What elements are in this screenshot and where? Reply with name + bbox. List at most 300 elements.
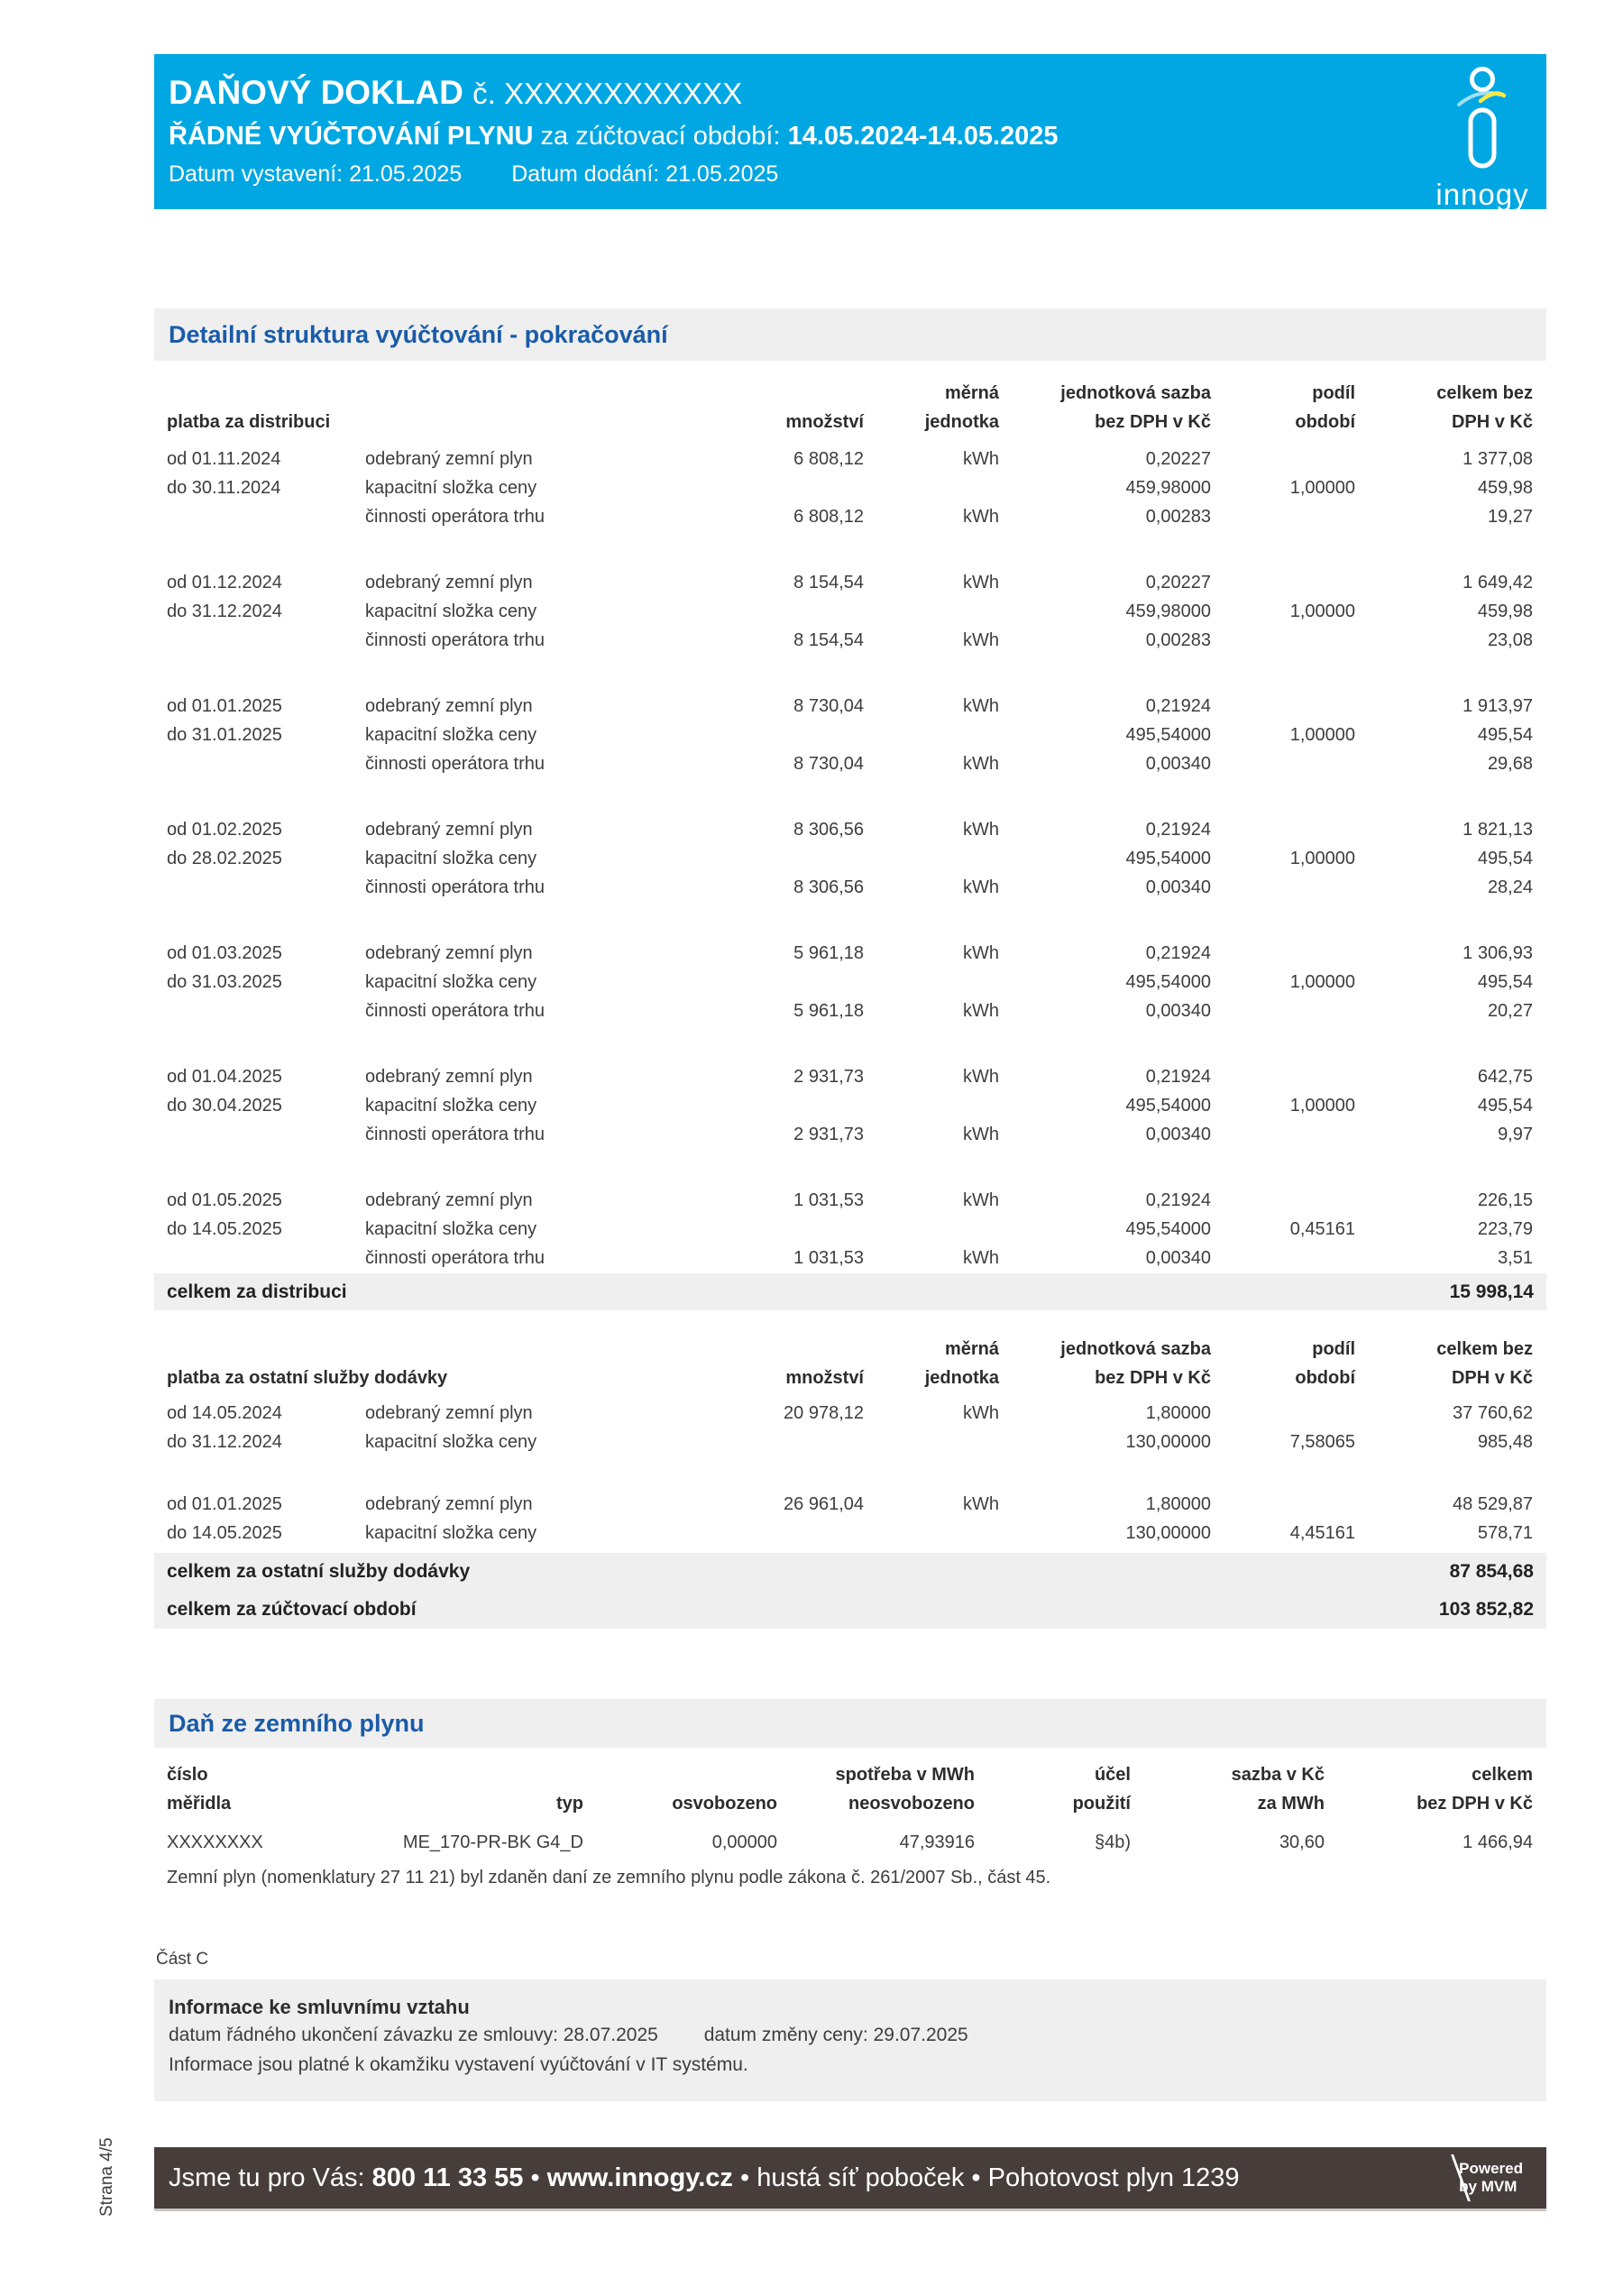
share-cell: 7,58065 bbox=[1289, 1432, 1355, 1452]
table-row bbox=[154, 502, 1546, 531]
share-cell: 1,00000 bbox=[1289, 849, 1355, 868]
share-cell: 1,00000 bbox=[1289, 972, 1355, 992]
date-cell: do 31.12.2024 bbox=[167, 602, 282, 621]
table-row bbox=[154, 844, 1546, 873]
rate-cell: 495,54000 bbox=[1125, 849, 1211, 868]
contract-info-line2: Informace jsou platné k okamžiku vystavení vyúčtování v IT systému. bbox=[169, 2054, 748, 2075]
share-cell bbox=[1211, 1186, 1355, 1215]
share-cell: 1,00000 bbox=[1289, 1096, 1355, 1116]
label-cell: kapacitní složka ceny bbox=[365, 478, 537, 498]
col-share-top: podíl bbox=[1312, 1339, 1355, 1359]
rate-cell: 0,20227 bbox=[1145, 573, 1211, 592]
table-row bbox=[154, 1186, 1546, 1215]
qty-cell: 6 808,12 bbox=[793, 507, 864, 527]
total-cell: 1 913,97 bbox=[1463, 696, 1533, 716]
col-type: typ bbox=[556, 1794, 583, 1814]
label-cell: odebraný zemní plyn bbox=[365, 696, 533, 716]
col-unit-top: měrná bbox=[944, 1339, 999, 1359]
col-meter-top: číslo bbox=[167, 1765, 208, 1785]
distribution-total-label: celkem za distribuci bbox=[167, 1281, 347, 1302]
unit-cell: kWh bbox=[963, 1001, 999, 1021]
distribution-block bbox=[154, 692, 1546, 778]
share-cell bbox=[1211, 502, 1355, 531]
total-cell: 223,79 bbox=[1477, 1219, 1533, 1239]
unit-cell: kWh bbox=[963, 1125, 999, 1144]
total-cell: 37 760,62 bbox=[1453, 1403, 1533, 1423]
qty-cell: 8 730,04 bbox=[793, 754, 864, 774]
date-cell: od 01.04.2025 bbox=[167, 1067, 282, 1087]
issue-date-label: Datum vystavení: bbox=[169, 161, 344, 187]
distribution-block bbox=[154, 1186, 1546, 1272]
unit-cell: kWh bbox=[963, 573, 999, 592]
exempt-cell: 0,00000 bbox=[711, 1832, 777, 1852]
tax-data-row bbox=[154, 1828, 1546, 1857]
table-row bbox=[154, 445, 1546, 473]
contract-info-box bbox=[154, 1979, 1546, 2101]
tax-header-line2 bbox=[154, 1789, 1546, 1818]
spacer bbox=[154, 1392, 1546, 1399]
unit-cell: kWh bbox=[963, 630, 999, 650]
total-cell: 495,54 bbox=[1477, 849, 1533, 868]
table-row bbox=[154, 626, 1546, 655]
total-cell: 1 821,13 bbox=[1463, 820, 1533, 840]
unit-cell bbox=[864, 844, 999, 873]
distribution-block bbox=[154, 815, 1546, 902]
qty-cell bbox=[729, 721, 864, 749]
total-cell: 9,97 bbox=[1498, 1125, 1533, 1144]
grand-total-row bbox=[167, 1591, 1534, 1629]
col-rate-top: jednotková sazba bbox=[1060, 1339, 1211, 1359]
delivery-date-pair bbox=[511, 161, 778, 187]
page-number-vertical: Strana 4/5 bbox=[97, 2137, 116, 2217]
date-cell bbox=[167, 1244, 365, 1272]
qty-cell: 2 931,73 bbox=[793, 1067, 864, 1087]
col-unit-top: měrná bbox=[944, 383, 999, 403]
issue-date: 21.05.2025 bbox=[349, 161, 463, 187]
unit-cell bbox=[864, 597, 999, 626]
rate-cell: 130,00000 bbox=[1125, 1432, 1211, 1452]
services-total-row bbox=[167, 1553, 1534, 1591]
price-change-date: datum změny ceny: 29.07.2025 bbox=[703, 2025, 968, 2045]
qty-cell bbox=[729, 1091, 864, 1120]
date-cell: do 31.03.2025 bbox=[167, 972, 282, 992]
unit-cell: kWh bbox=[963, 1403, 999, 1423]
table-row bbox=[154, 815, 1546, 844]
share-cell: 1,00000 bbox=[1289, 478, 1355, 498]
label-cell: odebraný zemní plyn bbox=[365, 1190, 533, 1210]
unit-cell: kWh bbox=[963, 1190, 999, 1210]
document-number: č. XXXXXXXXXXXX bbox=[472, 77, 743, 110]
label-cell: odebraný zemní plyn bbox=[365, 573, 533, 592]
distribution-total-row bbox=[154, 1273, 1546, 1310]
table-row bbox=[154, 968, 1546, 996]
innogy-wordmark: innogy bbox=[1435, 178, 1529, 211]
label-cell: kapacitní složka ceny bbox=[365, 602, 537, 621]
table-row bbox=[154, 749, 1546, 778]
total-cell: 226,15 bbox=[1477, 1190, 1533, 1210]
total-cell: 1 377,08 bbox=[1463, 449, 1533, 469]
table-row bbox=[154, 1428, 1546, 1456]
label-cell: činnosti operátora trhu bbox=[365, 1001, 546, 1021]
issue-date-pair bbox=[169, 161, 462, 187]
col-purpose: použití bbox=[1072, 1794, 1131, 1814]
col-rate: bez DPH v Kč bbox=[1095, 412, 1211, 432]
table-row bbox=[154, 1091, 1546, 1120]
rate-cell: 1,80000 bbox=[1145, 1403, 1211, 1423]
table-row bbox=[154, 1062, 1546, 1091]
share-cell bbox=[1211, 749, 1355, 778]
qty-cell: 5 961,18 bbox=[793, 943, 864, 963]
col-nonexempt: neosvobozeno bbox=[848, 1794, 975, 1814]
date-cell: od 01.01.2025 bbox=[167, 696, 282, 716]
table-row bbox=[154, 1120, 1546, 1149]
footer-phone: 800 11 33 55 bbox=[371, 2163, 524, 2192]
date-cell: do 31.12.2024 bbox=[167, 1432, 282, 1452]
share-cell bbox=[1211, 568, 1355, 597]
total-cell: 459,98 bbox=[1477, 602, 1533, 621]
share-cell bbox=[1211, 1399, 1355, 1428]
total-cell: 29,68 bbox=[1487, 754, 1533, 774]
share-cell: 1,00000 bbox=[1289, 725, 1355, 745]
label-cell: činnosti operátora trhu bbox=[365, 1248, 546, 1268]
rate-cell: 130,00000 bbox=[1125, 1523, 1211, 1543]
total-cell: 48 529,87 bbox=[1453, 1494, 1533, 1514]
col-tax-total-top: celkem bbox=[1472, 1765, 1533, 1785]
total-cell: 495,54 bbox=[1477, 725, 1533, 745]
unit-cell: kWh bbox=[963, 820, 999, 840]
table-row bbox=[154, 1244, 1546, 1272]
date-cell bbox=[167, 626, 365, 655]
rate-cell: 0,20227 bbox=[1145, 449, 1211, 469]
table-row bbox=[154, 939, 1546, 968]
label-cell: odebraný zemní plyn bbox=[365, 1403, 533, 1423]
unit-cell bbox=[864, 968, 999, 996]
qty-cell: 8 154,54 bbox=[793, 630, 864, 650]
label-cell: odebraný zemní plyn bbox=[365, 820, 533, 840]
rate-cell: 0,00283 bbox=[1145, 507, 1211, 527]
distribution-block bbox=[154, 1062, 1546, 1149]
share-cell: 0,45161 bbox=[1289, 1219, 1355, 1239]
unit-cell bbox=[864, 473, 999, 502]
unit-cell bbox=[864, 1091, 999, 1120]
qty-cell: 26 961,04 bbox=[784, 1494, 864, 1514]
bullet-separator: • bbox=[530, 2163, 540, 2192]
col-services-label: platba za ostatní služby dodávky bbox=[167, 1368, 448, 1388]
share-cell: 1,00000 bbox=[1289, 602, 1355, 621]
col-consumption-top: spotřeba v MWh bbox=[835, 1765, 975, 1785]
table-row bbox=[154, 873, 1546, 902]
distribution-header-line1 bbox=[154, 379, 1546, 408]
total-cell: 985,48 bbox=[1477, 1432, 1533, 1452]
col-share: období bbox=[1295, 412, 1355, 432]
label-cell: činnosti operátora trhu bbox=[365, 1125, 546, 1144]
unit-cell: kWh bbox=[963, 754, 999, 774]
type-cell: ME_170-PR-BK G4_D bbox=[402, 1832, 583, 1852]
date-cell: do 14.05.2025 bbox=[167, 1219, 282, 1239]
rate-cell: 1,80000 bbox=[1145, 1494, 1211, 1514]
total-cell: 1 306,93 bbox=[1463, 943, 1533, 963]
unit-cell: kWh bbox=[963, 696, 999, 716]
qty-cell: 5 961,18 bbox=[793, 1001, 864, 1021]
table-row bbox=[154, 568, 1546, 597]
services-block bbox=[154, 1490, 1546, 1548]
date-cell: od 01.05.2025 bbox=[167, 1190, 282, 1210]
delivery-date: 21.05.2025 bbox=[665, 161, 779, 187]
table-row bbox=[154, 1399, 1546, 1428]
tax-total-cell: 1 466,94 bbox=[1463, 1832, 1533, 1852]
rate-cell: 0,21924 bbox=[1145, 1067, 1211, 1087]
qty-cell: 8 306,56 bbox=[793, 820, 864, 840]
tax-section-bar bbox=[154, 1699, 1546, 1748]
col-share-top: podíl bbox=[1312, 383, 1355, 403]
rate-cell: 0,00340 bbox=[1145, 1248, 1211, 1268]
col-qty: množství bbox=[785, 1368, 864, 1388]
date-cell: do 30.11.2024 bbox=[167, 478, 281, 498]
total-cell: 19,27 bbox=[1487, 507, 1533, 527]
document-title-line bbox=[169, 70, 1546, 116]
innogy-logo bbox=[1433, 65, 1532, 212]
date-cell bbox=[167, 749, 365, 778]
share-cell bbox=[1211, 873, 1355, 902]
label-cell: kapacitní složka ceny bbox=[365, 1219, 537, 1239]
distribution-total-value: 15 998,14 bbox=[1449, 1281, 1534, 1302]
services-total-value: 87 854,68 bbox=[1449, 1561, 1534, 1582]
meter-cell: XXXXXXXX bbox=[167, 1832, 263, 1852]
powered-line1: Powered bbox=[1459, 2160, 1523, 2177]
services-header-line2 bbox=[154, 1364, 1546, 1392]
label-cell: odebraný zemní plyn bbox=[365, 449, 533, 469]
share-cell: 4,45161 bbox=[1289, 1523, 1355, 1543]
rate-cell: 495,54000 bbox=[1125, 1096, 1211, 1116]
col-total-top: celkem bez bbox=[1436, 1339, 1533, 1359]
footer-bar bbox=[154, 2147, 1546, 2211]
qty-cell bbox=[729, 1428, 864, 1456]
unit-cell: kWh bbox=[963, 1248, 999, 1268]
table-row bbox=[154, 996, 1546, 1025]
col-tax-rate: za MWh bbox=[1257, 1794, 1325, 1814]
qty-cell: 1 031,53 bbox=[793, 1190, 864, 1210]
date-cell: od 01.02.2025 bbox=[167, 820, 282, 840]
label-cell: kapacitní složka ceny bbox=[365, 1096, 537, 1116]
rate-cell: 0,00340 bbox=[1145, 1125, 1211, 1144]
col-rate-top: jednotková sazba bbox=[1060, 383, 1211, 403]
col-meter: měřidla bbox=[167, 1794, 232, 1814]
table-row bbox=[154, 597, 1546, 626]
slash-icon bbox=[1426, 2154, 1450, 2201]
col-total: DPH v Kč bbox=[1451, 412, 1533, 432]
distribution-block bbox=[154, 939, 1546, 1025]
qty-cell bbox=[729, 844, 864, 873]
powered-by-mvm bbox=[1426, 2154, 1523, 2201]
billing-tables bbox=[154, 379, 1546, 1629]
total-cell: 3,51 bbox=[1498, 1248, 1533, 1268]
label-cell: kapacitní složka ceny bbox=[365, 725, 537, 745]
col-total-top: celkem bez bbox=[1436, 383, 1533, 403]
date-cell bbox=[167, 873, 365, 902]
bullet-separator: • bbox=[739, 2163, 750, 2192]
label-cell: odebraný zemní plyn bbox=[365, 1067, 533, 1087]
table-row bbox=[154, 692, 1546, 721]
label-cell: činnosti operátora trhu bbox=[365, 877, 546, 897]
distribution-header-line2 bbox=[154, 408, 1546, 436]
document-subtitle-line bbox=[169, 116, 1546, 156]
table-row bbox=[154, 1490, 1546, 1519]
powered-line2: by MVM bbox=[1459, 2178, 1518, 2195]
section-detail-title: Detailní struktura vyúčtování - pokračování bbox=[169, 321, 668, 348]
table-row bbox=[154, 1519, 1546, 1548]
unit-cell bbox=[864, 1428, 999, 1456]
share-cell bbox=[1211, 1244, 1355, 1272]
date-cell: od 01.11.2024 bbox=[167, 449, 281, 469]
col-distribution-label: platba za distribuci bbox=[167, 412, 331, 432]
share-cell bbox=[1211, 445, 1355, 473]
table-row bbox=[154, 473, 1546, 502]
spacer bbox=[154, 436, 1546, 445]
col-rate: bez DPH v Kč bbox=[1095, 1368, 1211, 1388]
col-share: období bbox=[1295, 1368, 1355, 1388]
footer-contact-line bbox=[169, 2163, 1426, 2193]
tax-header-line1 bbox=[154, 1760, 1546, 1789]
rate-cell: 495,54000 bbox=[1125, 972, 1211, 992]
label-cell: odebraný zemní plyn bbox=[365, 943, 533, 963]
qty-cell bbox=[729, 968, 864, 996]
bullet-separator: • bbox=[971, 2163, 981, 2192]
label-cell: kapacitní složka ceny bbox=[365, 972, 537, 992]
qty-cell: 8 730,04 bbox=[793, 696, 864, 716]
date-cell bbox=[167, 502, 365, 531]
purpose-cell: §4b) bbox=[1094, 1832, 1131, 1852]
table-row bbox=[154, 721, 1546, 749]
rate-cell: 0,21924 bbox=[1145, 696, 1211, 716]
unit-cell bbox=[864, 721, 999, 749]
rate-cell: 0,21924 bbox=[1145, 1190, 1211, 1210]
grand-total-value: 103 852,82 bbox=[1438, 1599, 1534, 1620]
footer-emergency: Pohotovost plyn 1239 bbox=[987, 2163, 1240, 2192]
qty-cell bbox=[729, 473, 864, 502]
date-cell: od 01.12.2024 bbox=[167, 573, 282, 592]
qty-cell bbox=[729, 1215, 864, 1244]
services-header-line1 bbox=[154, 1335, 1546, 1364]
footer-branches: hustá síť poboček bbox=[756, 2163, 965, 2192]
col-exempt: osvobozeno bbox=[672, 1794, 777, 1814]
contract-info-title: Informace ke smluvnímu vztahu bbox=[169, 1996, 470, 2018]
qty-cell: 1 031,53 bbox=[793, 1248, 864, 1268]
qty-cell: 6 808,12 bbox=[793, 449, 864, 469]
unit-cell: kWh bbox=[963, 1067, 999, 1087]
unit-cell: kWh bbox=[963, 1494, 999, 1514]
qty-cell bbox=[729, 1519, 864, 1548]
powered-by-text bbox=[1459, 2160, 1523, 2196]
services-block bbox=[154, 1399, 1546, 1456]
tax-section-title: Daň ze zemního plynu bbox=[169, 1710, 425, 1737]
label-cell: kapacitní složka ceny bbox=[365, 1432, 537, 1452]
unit-cell: kWh bbox=[963, 877, 999, 897]
delivery-date-label: Datum dodání: bbox=[511, 161, 660, 187]
date-cell bbox=[167, 996, 365, 1025]
share-cell bbox=[1211, 1062, 1355, 1091]
rate-cell: 459,98000 bbox=[1125, 602, 1211, 621]
date-cell: od 01.03.2025 bbox=[167, 943, 282, 963]
document-title: DAŇOVÝ DOKLAD bbox=[169, 74, 463, 111]
label-cell: kapacitní složka ceny bbox=[365, 1523, 537, 1543]
services-total-label: celkem za ostatní služby dodávky bbox=[167, 1561, 471, 1582]
rate-cell: 0,21924 bbox=[1145, 943, 1211, 963]
date-cell: do 14.05.2025 bbox=[167, 1523, 282, 1543]
footer-website: www.innogy.cz bbox=[546, 2163, 733, 2192]
unit-cell: kWh bbox=[963, 943, 999, 963]
col-tax-rate-top: sazba v Kč bbox=[1231, 1765, 1325, 1785]
qty-cell: 8 306,56 bbox=[793, 877, 864, 897]
share-cell bbox=[1211, 626, 1355, 655]
share-cell bbox=[1211, 996, 1355, 1025]
table-row bbox=[154, 1215, 1546, 1244]
contract-info-line1 bbox=[169, 2020, 1532, 2050]
share-cell bbox=[1211, 815, 1355, 844]
share-cell bbox=[1211, 1120, 1355, 1149]
date-cell bbox=[167, 1120, 365, 1149]
col-unit: jednotka bbox=[924, 412, 999, 432]
unit-cell: kWh bbox=[963, 449, 999, 469]
label-cell: činnosti operátora trhu bbox=[365, 507, 546, 527]
invoice-header bbox=[154, 54, 1546, 209]
qty-cell bbox=[729, 597, 864, 626]
rate-cell: 0,00340 bbox=[1145, 877, 1211, 897]
distribution-block bbox=[154, 445, 1546, 531]
part-c-label: Část C bbox=[156, 1950, 209, 1969]
document-subtitle: ŘÁDNÉ VYÚČTOVÁNÍ PLYNU bbox=[169, 122, 534, 151]
rate-cell: 495,54000 bbox=[1125, 1219, 1211, 1239]
rate-cell: 459,98000 bbox=[1125, 478, 1211, 498]
rate-cell: 0,00340 bbox=[1145, 1001, 1211, 1021]
date-cell: do 30.04.2025 bbox=[167, 1096, 282, 1116]
services-totals bbox=[154, 1553, 1546, 1629]
total-cell: 459,98 bbox=[1477, 478, 1533, 498]
section-detail-bar bbox=[154, 308, 1546, 361]
footer-prefix: Jsme tu pro Vás: bbox=[169, 2163, 365, 2192]
col-unit: jednotka bbox=[924, 1368, 999, 1388]
unit-cell bbox=[864, 1215, 999, 1244]
total-cell: 642,75 bbox=[1477, 1067, 1533, 1087]
qty-cell: 2 931,73 bbox=[793, 1125, 864, 1144]
col-tax-total: bez DPH v Kč bbox=[1417, 1794, 1533, 1814]
tax-table bbox=[154, 1760, 1546, 1888]
qty-cell: 8 154,54 bbox=[793, 573, 864, 592]
tax-rate-cell: 30,60 bbox=[1279, 1832, 1325, 1852]
rate-cell: 0,00340 bbox=[1145, 754, 1211, 774]
innogy-i-icon bbox=[1453, 65, 1511, 171]
total-cell: 20,27 bbox=[1487, 1001, 1533, 1021]
total-cell: 1 649,42 bbox=[1463, 573, 1533, 592]
rate-cell: 0,00283 bbox=[1145, 630, 1211, 650]
col-qty: množství bbox=[785, 412, 864, 432]
billing-period-label: za zúčtovací období: bbox=[540, 122, 781, 151]
billing-period: 14.05.2024-14.05.2025 bbox=[787, 122, 1059, 151]
rate-cell: 0,21924 bbox=[1145, 820, 1211, 840]
date-cell: od 01.01.2025 bbox=[167, 1494, 282, 1514]
tax-note: Zemní plyn (nomenklatury 27 11 21) byl zdaněn daní ze zemního plynu podle zákona č. 261/2007 Sb., část 45. bbox=[167, 1868, 1051, 1887]
document-dates-line bbox=[169, 156, 1546, 192]
share-cell bbox=[1211, 1490, 1355, 1519]
unit-cell bbox=[864, 1519, 999, 1548]
label-cell: kapacitní složka ceny bbox=[365, 849, 537, 868]
total-cell: 578,71 bbox=[1477, 1523, 1533, 1543]
label-cell: činnosti operátora trhu bbox=[365, 754, 546, 774]
spacer bbox=[154, 1818, 1546, 1828]
nonexempt-cell: 47,93916 bbox=[899, 1832, 975, 1852]
date-cell: do 28.02.2025 bbox=[167, 849, 282, 868]
label-cell: odebraný zemní plyn bbox=[365, 1494, 533, 1514]
qty-cell: 20 978,12 bbox=[784, 1403, 864, 1423]
